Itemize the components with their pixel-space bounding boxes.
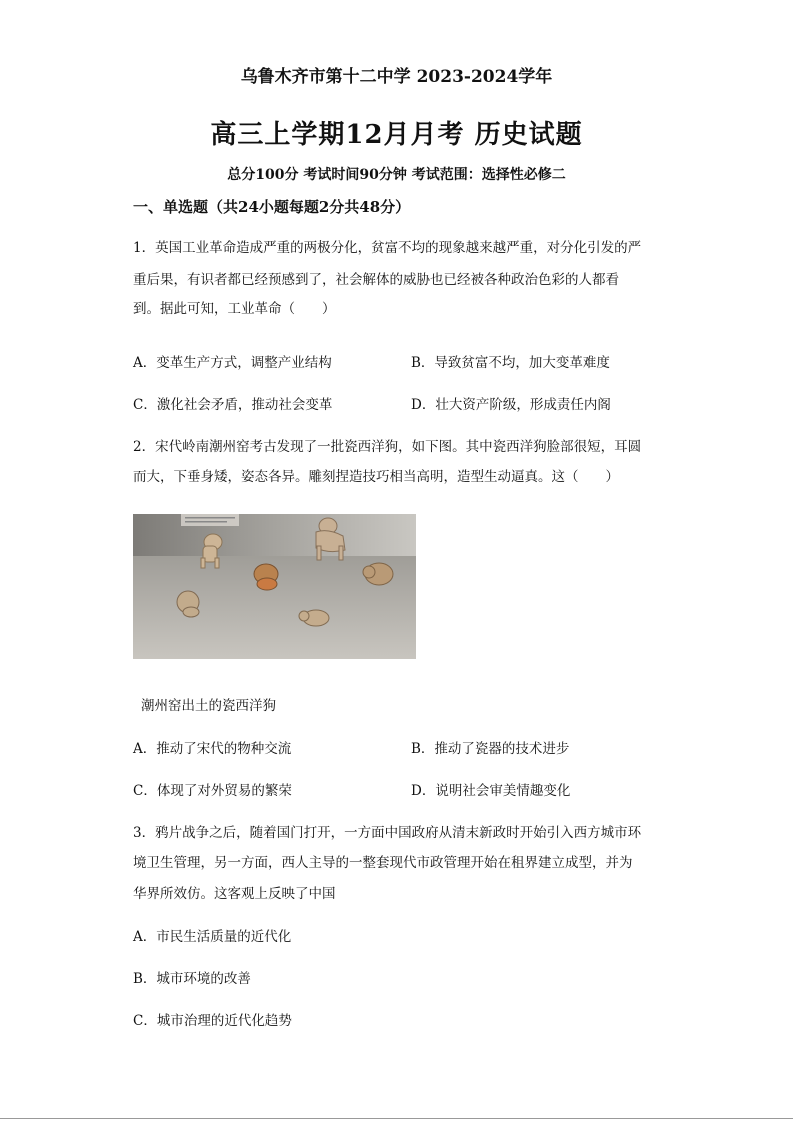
q1-line-1: 1．英国工业革命造成严重的两极分化，贫富不均的现象越来越严重，对分化引发的严 bbox=[133, 240, 642, 256]
q2-option-b: B．推动了瓷器的技术进步 bbox=[411, 741, 570, 757]
q1-option-b: B．导致贫富不均，加大变革难度 bbox=[411, 355, 610, 371]
q2-option-d: D．说明社会审美情趣变化 bbox=[411, 783, 571, 799]
q3-line-1: 3．鸦片战争之后，随着国门打开，一方面中国政府从清末新政时开始引入西方城市环 bbox=[133, 825, 642, 841]
page-bottom-rule bbox=[0, 1118, 793, 1119]
q1-line-3: 到。据此可知，工业革命（ ） bbox=[133, 301, 336, 317]
q3-option-a: A．市民生活质量的近代化 bbox=[133, 929, 292, 945]
q1-line-2: 重后果，有识者都已经预感到了，社会解体的威胁也已经被各种政治色彩的人都看 bbox=[133, 272, 619, 288]
q2-line-2: 而大，下垂身矮，姿态各异。雕刻捏造技巧相当高明，造型生动逼真。这（ ） bbox=[133, 469, 619, 485]
q2-option-c: C．体现了对外贸易的繁荣 bbox=[133, 783, 292, 799]
figure-caption: 潮州窑出土的瓷西洋狗 bbox=[141, 698, 276, 714]
exam-title: 高三上学期12月月考 历史试题 bbox=[210, 120, 583, 150]
q3-line-3: 华界所效仿。这客观上反映了中国 bbox=[133, 886, 336, 902]
ceramic-dogs-photo bbox=[133, 514, 416, 659]
q1-option-c: C．激化社会矛盾，推动社会变革 bbox=[133, 397, 333, 413]
q1-option-d: D．壮大资产阶级，形成责任内阁 bbox=[411, 397, 611, 413]
q2-option-a: A．推动了宋代的物种交流 bbox=[133, 741, 292, 757]
q3-option-c: C．城市治理的近代化趋势 bbox=[133, 1013, 292, 1029]
q2-line-1: 2．宋代岭南潮州窑考古发现了一批瓷西洋狗，如下图。其中瓷西洋狗脸部很短，耳圆 bbox=[133, 439, 642, 455]
exam-info: 总分100分 考试时间90分钟 考试范围：选择性必修二 bbox=[227, 167, 566, 183]
q3-option-b: B．城市环境的改善 bbox=[133, 971, 251, 987]
section-heading: 一、单选题（共24小题每题2分共48分） bbox=[133, 198, 411, 216]
q3-line-2: 境卫生管理，另一方面，西人主导的一整套现代市政管理开始在租界建立成型，并为 bbox=[133, 855, 633, 871]
q1-option-a: A．变革生产方式，调整产业结构 bbox=[133, 355, 332, 371]
school-header: 乌鲁木齐市第十二中学 2023-2024学年 bbox=[240, 67, 553, 87]
